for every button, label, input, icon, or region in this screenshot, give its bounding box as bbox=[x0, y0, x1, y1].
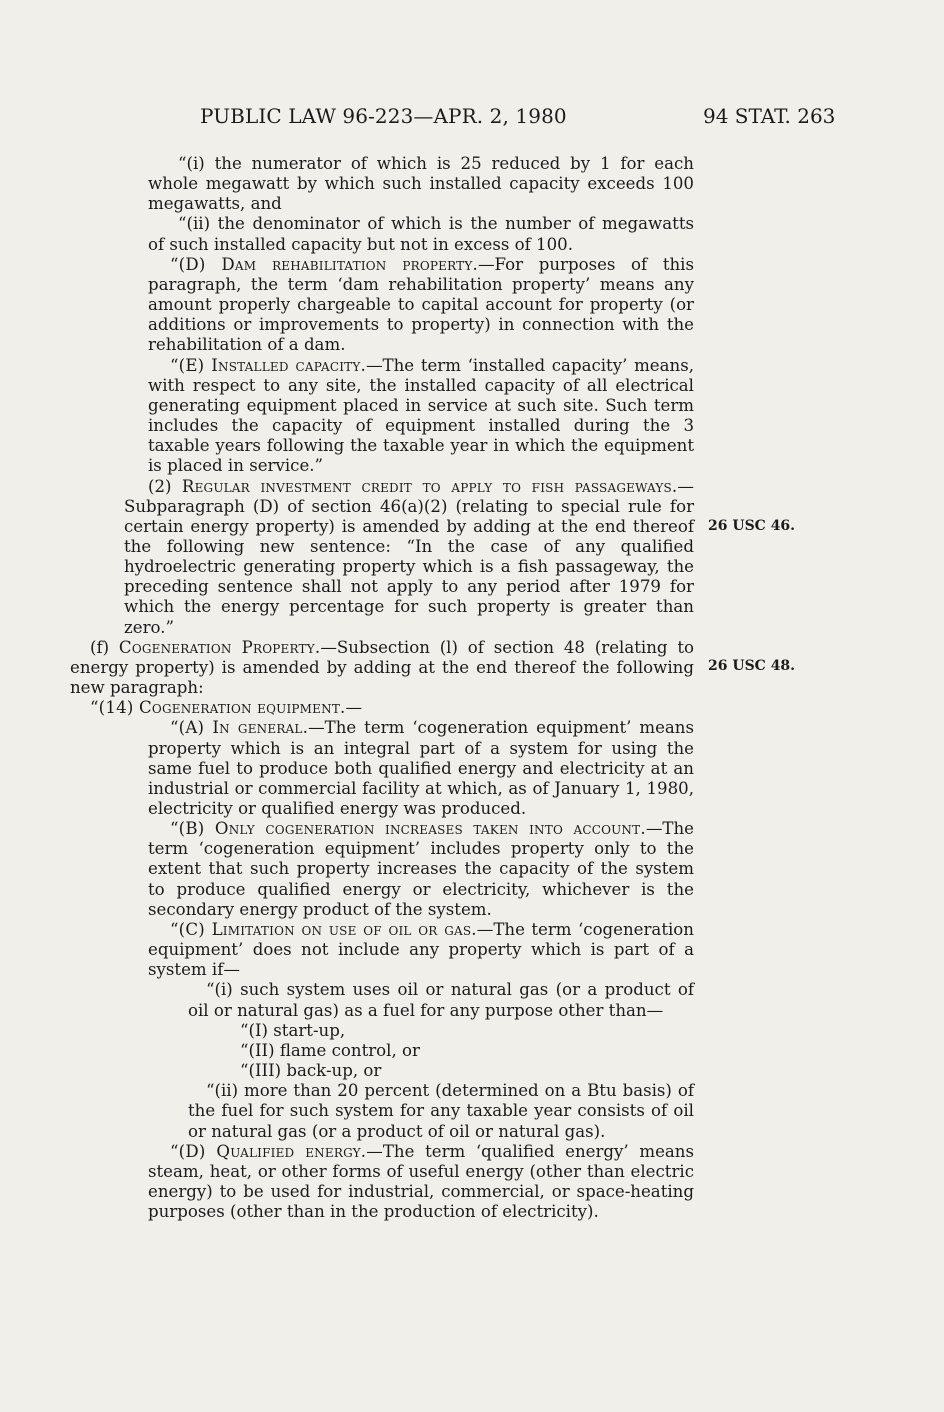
heading-limitation-oil-gas: “(C) Limitation on use of oil or gas. bbox=[170, 919, 477, 939]
paragraph-14-cogeneration-equipment: “(14) Cogeneration equipment.— bbox=[90, 698, 363, 718]
subparagraph-e-installed-capacity: “(E) Installed capacity.—The term ‘installed capacity’ means, with respect to any site, the installed capacity of all electrical generating equipment placed in service at such site. Such term includes the capacity of equipment installed during the 3 taxable years following the taxable year in which the equipment is placed in service.” bbox=[148, 355, 694, 476]
subparagraph-d-dam-rehabilitation: “(D) Dam rehabilitation property.—For purposes of this paragraph, the term ‘dam rehabilitation property’ means any amount properly chargeable to capital account for property (or additions or improvements to property) in connection with the rehabilitation of a dam. bbox=[148, 254, 695, 355]
clause-ii-denominator: “(ii) the denominator of which is the number of megawatts of such installed capacity but not in excess of 100. bbox=[148, 214, 694, 254]
page-header-title: PUBLIC LAW 96-223—APR. 2, 1980 bbox=[200, 104, 567, 128]
subclause-i-start-up: “(I) start-up, bbox=[240, 1020, 346, 1040]
subparagraph-c-limitation-oil-gas: “(C) Limitation on use of oil or gas.—The term ‘cogeneration equipment’ does not include any property which is part of a system if— bbox=[148, 919, 694, 980]
subsection-f-cogeneration-property: (f) Cogeneration Property.—Subsection (l) of section 48 (relating to energy property) is amended by adding at the end thereof the following new paragraph: bbox=[70, 637, 694, 698]
heading-installed-capacity: “(E) Installed capacity. bbox=[170, 355, 366, 375]
heading-dam-rehabilitation: “(D) Dam rehabilitation property. bbox=[170, 254, 478, 274]
paragraph-2-fish-passageways: (2) Regular investment credit to apply to fish passageways.—Subparagraph (D) of section 46(a)(2) (relating to special rule for certain energy property) is amended by adding at the end thereof the following new sentence: “In the case of any qualified hydroelectric generating property which is a fish passageway, the preceding sentence shall not apply to any period after 1979 for which the energy percentage for such property is greater than zero.” bbox=[124, 476, 694, 637]
subparagraph-b-only-cogeneration-increases: “(B) Only cogeneration increases taken into account.—The term ‘cogeneration equipment’ includes property only to the extent that such property increases the capacity of the system to produce qualified energy or electricity, whichever is the secondary energy product of the system. bbox=[148, 819, 694, 919]
margin-note-26-usc-48: 26 USC 48. bbox=[708, 658, 796, 674]
subclause-iii-back-up: “(III) back-up, or bbox=[240, 1061, 382, 1081]
heading-fish-passageways: Regular investment credit to apply to fish passageways. bbox=[181, 476, 678, 496]
clause-i-numerator: “(i) the numerator of which is 25 reduced by 1 for each whole megawatt by which such installed capacity exceeds 100 megawatts, and bbox=[148, 154, 694, 214]
page-header-stat: 94 STAT. 263 bbox=[703, 104, 836, 128]
heading-in-general: “(A) In general. bbox=[170, 718, 309, 738]
heading-qualified-energy: “(D) Qualified energy. bbox=[170, 1141, 367, 1161]
subparagraph-a-in-general: “(A) In general.—The term ‘cogeneration equipment’ means property which is an integral part of a system for using the same fuel to produce both qualified energy and electricity at an industrial or commercial facility at which, as of January 1, 1980, electricity or qualified energy was produced. bbox=[148, 718, 694, 818]
heading-cogeneration-equipment: “(14) Cogeneration equipment. bbox=[90, 698, 346, 718]
margin-note-26-usc-46: 26 USC 46. bbox=[708, 518, 796, 534]
statute-body bbox=[70, 154, 694, 1222]
subclause-ii-flame-control: “(II) flame control, or bbox=[240, 1040, 420, 1060]
heading-only-cogeneration-increases: “(B) Only cogeneration increases taken into account. bbox=[170, 819, 646, 839]
subparagraph-d-qualified-energy: “(D) Qualified energy.—The term ‘qualified energy’ means steam, heat, or other forms of useful energy (other than electric energy) to be used for industrial, commercial, or space-heating purposes (other than in the production of electricity). bbox=[148, 1141, 694, 1222]
clause-i-oil-or-gas-fuel: “(i) such system uses oil or natural gas (or a product of oil or natural gas) as a fuel for any purpose other than— bbox=[188, 980, 694, 1020]
heading-cogeneration-property: Cogeneration Property. bbox=[118, 637, 321, 657]
clause-ii-twenty-percent: “(ii) more than 20 percent (determined on a Btu basis) of the fuel for such system for any taxable year consists of oil or natural gas (or a product of oil or natural gas). bbox=[188, 1081, 694, 1141]
